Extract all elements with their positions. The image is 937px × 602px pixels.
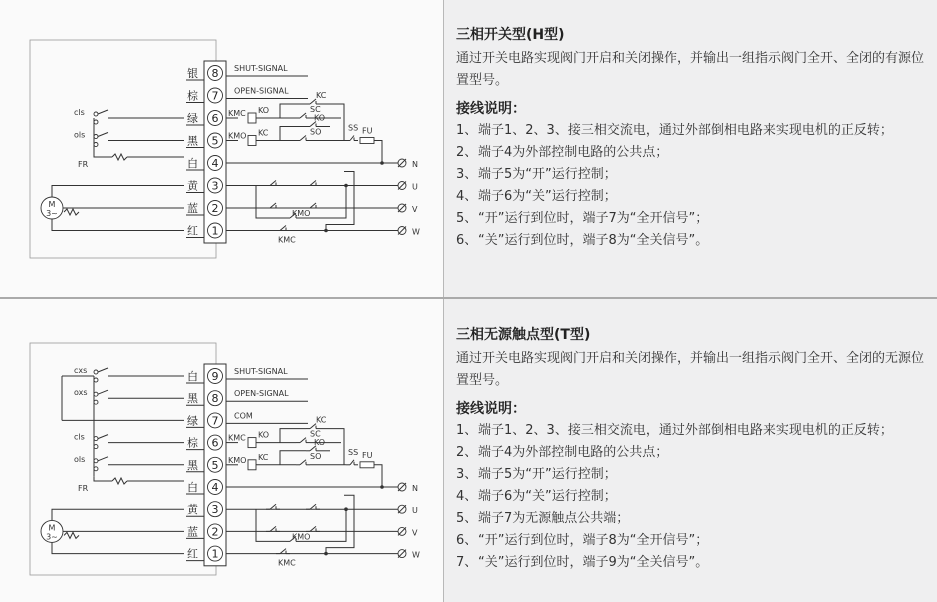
coil-rect: [248, 136, 256, 146]
terminal-number: 2: [211, 525, 219, 539]
contact-blade: [300, 438, 306, 443]
contact: [306, 526, 320, 531]
coil-rect: [248, 113, 256, 123]
contact-point: [94, 445, 98, 449]
coil-label: KO: [258, 430, 270, 440]
junction-dot: [344, 184, 348, 188]
note-number: 6、: [456, 533, 478, 548]
wiring-note: [456, 552, 934, 574]
switch-label: ols: [74, 454, 86, 464]
junction-dot: [344, 507, 348, 511]
diagram-h: [30, 40, 420, 258]
phase-terminal-n: [398, 483, 418, 493]
switch-label: cls: [74, 108, 85, 117]
fuse: [360, 138, 374, 144]
wire-color-label: 白: [187, 481, 198, 494]
terminal-number: 5: [211, 458, 219, 472]
switch-label: cxs: [74, 366, 88, 375]
panel-t-type: [456, 324, 934, 574]
note-text: 端子1、2、3、接三相交流电，通过外部倒相电路来实现电机的正反转；: [478, 123, 893, 138]
panel-h-type: [456, 24, 934, 252]
motor-label: M: [48, 200, 56, 209]
wire: [374, 141, 382, 164]
contact-blade: [270, 181, 276, 186]
panel-title: 三相开关型(H型): [456, 27, 565, 43]
contact: [276, 226, 290, 231]
kmo-label: KMO: [228, 455, 247, 465]
contact-blade: [280, 226, 286, 231]
switch-label: oxs: [74, 388, 88, 398]
contact-blade: [270, 526, 276, 531]
wiring-note: [456, 164, 934, 186]
so-label: SO: [310, 127, 322, 137]
wire-color-label: 蓝: [187, 202, 198, 215]
phase-label: U: [412, 506, 418, 516]
wiring-note: [456, 230, 934, 252]
wire-color-label: 红: [187, 224, 198, 238]
terminal-number: 3: [211, 503, 219, 517]
ko-label: KO: [314, 113, 326, 123]
switch-label: cls: [74, 432, 85, 442]
kc-label: KC: [316, 415, 327, 425]
motor-phase-label: 3~: [46, 532, 58, 542]
switch-blade: [98, 368, 108, 372]
motor-lead-u: [52, 186, 184, 198]
fr-label: FR: [78, 160, 89, 169]
wire-color-label: 绿: [187, 112, 198, 125]
terminal-number: 8: [211, 392, 219, 406]
wire-color-label: 蓝: [187, 525, 198, 539]
ss-label: SS: [348, 123, 359, 133]
contact-point: [94, 120, 98, 124]
wiring-note: [456, 530, 934, 552]
limit-switch-ols: [74, 455, 184, 471]
wire: [326, 495, 354, 553]
note-number: 3、: [456, 467, 478, 482]
terminal-number: 3: [211, 179, 219, 193]
switch-label: ols: [74, 130, 86, 140]
limit-switch-cls: [74, 433, 184, 449]
terminal-number: 6: [211, 436, 219, 450]
wire: [94, 153, 112, 158]
contact-blade: [350, 136, 354, 141]
panel-title: 三相无源触点型(T型): [456, 327, 591, 343]
contact: [266, 203, 280, 208]
kmo-label: KMO: [228, 131, 247, 141]
switch-blade: [98, 133, 108, 137]
thermal-resistor: [64, 209, 79, 215]
thermal-resistor: [64, 532, 79, 538]
wiring-note: [456, 442, 934, 464]
wire-color-label: 黄: [187, 179, 198, 193]
contact-point: [94, 459, 98, 463]
ko-label: KO: [314, 437, 326, 447]
note-text: 端子5为“开”运行控制；: [478, 467, 617, 482]
fu-label: FU: [362, 126, 373, 136]
fu-label: FU: [362, 450, 373, 460]
contact: [306, 203, 320, 208]
kmo-contact-label: KMO: [292, 209, 311, 218]
wiring-notes-heading: 接线说明：: [456, 101, 526, 117]
column-divider: [443, 0, 444, 602]
contact-point: [94, 392, 98, 396]
contact-point: [94, 135, 98, 139]
wiring-note: [456, 186, 934, 208]
terminal-number: 5: [211, 134, 219, 148]
wire-color-label: 红: [187, 547, 198, 561]
contact-blade: [350, 460, 354, 465]
note-number: 4、: [456, 489, 478, 504]
coil-label: KC: [258, 128, 269, 138]
junction-dot: [380, 161, 384, 165]
note-text: 端子6为“关”运行控制；: [478, 489, 617, 504]
note-number: 6、: [456, 233, 478, 248]
contact: [296, 136, 310, 141]
note-number: 5、: [456, 211, 478, 226]
wiring-note: [456, 208, 934, 230]
contact: [296, 438, 310, 443]
contact-point: [94, 370, 98, 374]
note-number: 1、: [456, 123, 478, 138]
limit-switch-ols: [74, 131, 184, 147]
phase-terminal-u: [398, 505, 418, 515]
contact: [266, 181, 280, 186]
contact: [346, 136, 358, 141]
so-label: SO: [310, 451, 322, 461]
note-text: “开”运行到位时，端子7为“全开信号”；: [478, 211, 709, 226]
contact-point: [94, 437, 98, 441]
terminal-number: 1: [211, 547, 219, 561]
contact-blade: [270, 203, 276, 208]
contact-blade: [310, 526, 316, 531]
contact: [306, 181, 320, 186]
limit-switch-cxs: [74, 366, 184, 382]
kmc-contact-label: KMC: [278, 558, 296, 568]
phase-label: V: [412, 528, 418, 538]
note-number: 2、: [456, 445, 478, 460]
coil-label: KO: [258, 106, 270, 115]
phase-terminal-w: [398, 550, 420, 560]
note-number: 5、: [456, 511, 478, 526]
terminal-number: 4: [211, 157, 219, 170]
wiring-note: [456, 464, 934, 486]
contact-blade: [300, 113, 306, 118]
contact-blade: [310, 203, 316, 208]
contact-point: [94, 467, 98, 471]
junction-dot: [380, 485, 384, 489]
phase-label: N: [412, 484, 418, 493]
limit-switch-cls: [74, 108, 184, 124]
contact: [266, 504, 280, 509]
relay-coil: [248, 453, 269, 470]
sc-label: SC: [310, 105, 321, 114]
wire: [256, 186, 286, 219]
wiring-notes-list: [456, 420, 934, 574]
wire: [94, 477, 112, 481]
fuse: [360, 462, 374, 468]
phase-terminal-v: [398, 527, 418, 537]
phase-terminal-v: [398, 204, 418, 214]
motor-phase-label: 3~: [46, 209, 58, 218]
wire-color-label: 银: [187, 67, 198, 80]
contact-point: [94, 112, 98, 116]
terminal-number: 6: [211, 112, 219, 125]
phase-terminal-n: [398, 159, 418, 169]
coil-rect: [248, 438, 256, 448]
contact-point: [94, 143, 98, 147]
note-number: 1、: [456, 423, 478, 438]
note-text: 端子6为“关”运行控制；: [478, 189, 617, 204]
panel-description: 通过开关电路实现阀门开启和关闭操作，并输出一组指示阀门全开、全闭的无源位置型号。: [456, 351, 925, 388]
contact-point: [94, 378, 98, 382]
switch-blade: [98, 457, 108, 461]
motor-lead-w: [52, 542, 184, 553]
kmc-contact-label: KMC: [278, 235, 296, 245]
terminal-number: 7: [211, 414, 219, 428]
panel-description: 通过开关电路实现阀门开启和关闭操作，并输出一组指示阀门全开、全闭的有源位置型号。: [456, 51, 925, 88]
note-text: 端子4为外部控制电路的公共点；: [478, 145, 669, 160]
kmc-label: KMC: [228, 433, 246, 443]
sc-label: SC: [310, 429, 321, 439]
wiring-note: [456, 142, 934, 164]
wiring-notes-heading: 接线说明：: [456, 401, 526, 417]
contact: [276, 549, 290, 554]
phase-label: W: [412, 227, 420, 237]
kc-label: KC: [316, 91, 327, 100]
ss-label: SS: [348, 447, 359, 457]
motor-lead-u: [52, 509, 184, 520]
note-text: 端子1、2、3、接三相交流电，通过外部倒相电路来实现电机的正反转；: [478, 423, 893, 438]
relay-coil: [248, 106, 269, 123]
wire-color-label: 白: [187, 370, 198, 383]
note-text: 端子4为外部控制电路的公共点；: [478, 445, 669, 460]
note-text: 端子5为“开”运行控制；: [478, 167, 617, 182]
relay-coil: [248, 129, 269, 146]
phase-label: V: [412, 205, 418, 214]
contact-blade: [300, 460, 306, 465]
note-number: 2、: [456, 145, 478, 160]
motor-symbol: [41, 520, 63, 542]
phase-label: U: [412, 182, 418, 192]
thermal-resistor: [112, 478, 127, 484]
contact-blade: [300, 136, 306, 141]
wire-color-label: 绿: [187, 414, 198, 428]
motor-lead-w: [52, 219, 184, 231]
contact-blade: [280, 549, 286, 554]
wiring-notes-list: [456, 120, 934, 252]
wire-color-label: 黑: [187, 458, 198, 472]
wire: [256, 509, 286, 541]
terminal-number: 2: [211, 202, 219, 215]
diagram-t: [30, 343, 420, 575]
switch-blade: [98, 110, 108, 114]
signal-label: SHUT-SIGNAL: [234, 367, 288, 376]
signal-label: SHUT-SIGNAL: [234, 64, 288, 73]
phase-label: W: [412, 550, 420, 560]
terminal-number: 8: [211, 67, 219, 80]
switch-blade: [98, 435, 108, 439]
signal-label: COM: [234, 411, 253, 421]
wiring-note: [456, 420, 934, 442]
wiring-note: [456, 508, 934, 530]
phase-terminal-w: [398, 227, 420, 237]
contact: [306, 504, 320, 509]
wire-color-label: 棕: [187, 89, 198, 103]
contact: [296, 113, 310, 118]
note-number: 3、: [456, 167, 478, 182]
contact-point: [94, 400, 98, 404]
terminal-number: 9: [211, 370, 219, 383]
kmo-contact-label: KMO: [292, 532, 311, 542]
terminal-number: 1: [211, 224, 219, 238]
motor-symbol: [41, 197, 63, 219]
contact: [346, 460, 358, 465]
terminal-number: 7: [211, 89, 219, 103]
wiring-diagrams: [0, 0, 443, 602]
signal-label: OPEN-SIGNAL: [234, 389, 289, 399]
coil-rect: [248, 460, 256, 470]
junction-dot: [324, 229, 328, 233]
contact-blade: [310, 181, 316, 186]
wire-color-label: 棕: [187, 436, 198, 450]
thermal-resistor: [112, 154, 127, 160]
wire-color-label: 白: [187, 157, 198, 170]
wiring-note: [456, 486, 934, 508]
wire-color-label: 黑: [187, 392, 198, 406]
signal-label: OPEN-SIGNAL: [234, 86, 289, 96]
motor-label: M: [48, 523, 56, 533]
phase-terminal-u: [398, 182, 418, 192]
note-text: “关”运行到位时，端子9为“全关信号”。: [478, 555, 709, 570]
wire: [326, 172, 354, 231]
contact: [266, 526, 280, 531]
relay-coil: [248, 431, 269, 448]
note-text: “开”运行到位时，端子8为“全开信号”；: [478, 533, 709, 548]
switch-blade: [98, 390, 108, 394]
contact-blade: [310, 504, 316, 509]
kmc-label: KMC: [228, 109, 246, 118]
wire-color-label: 黑: [187, 134, 198, 148]
wire-color-label: 黄: [187, 503, 198, 517]
contact-blade: [270, 504, 276, 509]
note-number: 4、: [456, 189, 478, 204]
note-text: 端子7为无源触点公共端；: [478, 511, 630, 526]
terminal-number: 4: [211, 481, 219, 494]
wiring-note: [456, 120, 934, 142]
wire: [374, 465, 382, 487]
note-text: “关”运行到位时，端子8为“全关信号”。: [478, 233, 709, 248]
coil-label: KC: [258, 452, 269, 462]
junction-dot: [324, 552, 328, 556]
fr-label: FR: [78, 484, 89, 493]
note-number: 7、: [456, 555, 478, 570]
contact: [296, 460, 310, 465]
phase-label: N: [412, 160, 418, 169]
limit-switch-oxs: [74, 388, 184, 404]
